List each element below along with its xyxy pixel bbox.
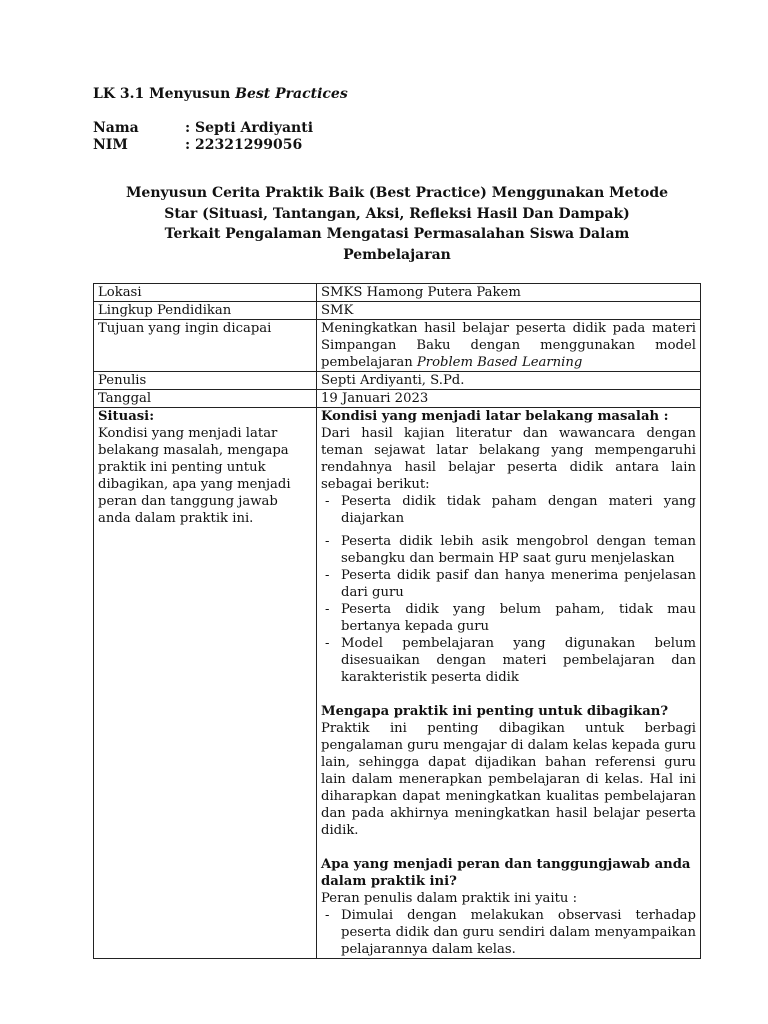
situasi-label-cell <box>94 408 317 959</box>
table-row <box>94 372 701 390</box>
list-item: - Peserta didik pasif dan hanya menerima penjelasan dari guru <box>321 567 696 601</box>
background-heading: Kondisi yang menjadi latar belakang masalah : <box>321 409 669 424</box>
spacer <box>321 839 696 856</box>
row-label: Tujuan yang ingin dicapai <box>94 320 317 372</box>
importance-text: Praktik ini penting dibagikan untuk berbagi pengalaman guru mengajar di dalam kelas kepada guru lain, sehingga dapat dijadikan bahan referensi guru lain dalam menerapkan pembelajaran di kelas. Hal ini diharapkan dapat meningkatkan kualitas pembelajaran dan pada akhirnya meningkatkan hasil belajar peserta didik. <box>321 721 696 838</box>
heading-line-2: Star (Situasi, Tantangan, Aksi, Refleksi Hasil Dan Dampak) <box>164 205 630 222</box>
situasi-content-cell <box>317 408 701 959</box>
row-value: SMK <box>317 302 701 320</box>
role-heading: Apa yang menjadi peran dan tanggungjawab anda dalam praktik ini? <box>321 857 691 889</box>
goal-text: Meningkatkan hasil belajar peserta didik pada materi Simpangan Baku dengan menggunakan model pembelajaran <box>321 321 696 370</box>
nim-label: NIM <box>93 137 128 153</box>
heading-line-3: Terkait Pengalaman Mengatasi Permasalahan Siswa Dalam <box>164 226 630 242</box>
worksheet-title-italic: Best Practices <box>235 86 348 102</box>
document-heading <box>93 183 701 265</box>
heading-line-4: Pembelajaran <box>343 246 451 263</box>
row-label: Tanggal <box>94 390 317 408</box>
role-text: Peran penulis dalam praktik ini yaitu : <box>321 891 578 906</box>
row-value <box>317 320 701 372</box>
situasi-heading: Situasi: <box>98 409 155 424</box>
nim-value: : 22321299056 <box>185 137 303 153</box>
table-row <box>94 390 701 408</box>
name-value: : Septi Ardiyanti <box>185 120 314 136</box>
worksheet-title <box>93 86 348 102</box>
row-value: Septi Ardiyanti, S.Pd. <box>317 372 701 390</box>
situasi-description: Kondisi yang menjadi latar belakang masalah, mengapa praktik ini penting untuk dibagikan, apa yang menjadi peran dan tanggung jawab anda dalam praktik ini. <box>98 426 291 526</box>
best-practice-table <box>93 283 701 959</box>
spacer <box>321 686 696 703</box>
situasi-row <box>94 408 701 959</box>
background-text: Dari hasil kajian literatur dan wawancara dengan teman sejawat latar belakang yang mempengaruhi rendahnya hasil belajar peserta didik antara lain sebagai berikut: <box>321 426 696 492</box>
importance-heading: Mengapa praktik ini penting untuk dibagikan? <box>321 704 669 719</box>
row-value: SMKS Hamong Putera Pakem <box>317 284 701 302</box>
role-list <box>321 907 696 958</box>
list-item: - Peserta didik yang belum paham, tidak mau bertanya kepada guru <box>321 601 696 635</box>
table-row <box>94 302 701 320</box>
list-item: - Peserta didik lebih asik mengobrol dengan teman sebangku dan bermain HP saat guru menjelaskan <box>321 527 696 567</box>
table-row <box>94 284 701 302</box>
row-label: Penulis <box>94 372 317 390</box>
name-row <box>93 120 313 136</box>
name-label: Nama <box>93 120 139 136</box>
table-row <box>94 320 701 372</box>
list-item: - Dimulai dengan melakukan observasi terhadap peserta didik dan guru sendiri dalam menyampaikan pelajarannya dalam kelas. <box>321 907 696 958</box>
row-label: Lingkup Pendidikan <box>94 302 317 320</box>
worksheet-title-prefix: LK 3.1 Menyusun <box>93 86 231 102</box>
list-item: - Peserta didik tidak paham dengan materi yang diajarkan <box>321 493 696 527</box>
goal-model-italic: Problem Based Learning <box>416 355 583 370</box>
heading-line-1: Menyusun Cerita Praktik Baik (Best Practice) Menggunakan Metode <box>125 185 669 201</box>
list-item: - Model pembelajaran yang digunakan belum disesuaikan dengan materi pembelajaran dan karakteristik peserta didik <box>321 635 696 686</box>
nim-row <box>93 137 302 153</box>
background-list <box>321 493 696 686</box>
row-label: Lokasi <box>94 284 317 302</box>
row-value: 19 Januari 2023 <box>317 390 701 408</box>
